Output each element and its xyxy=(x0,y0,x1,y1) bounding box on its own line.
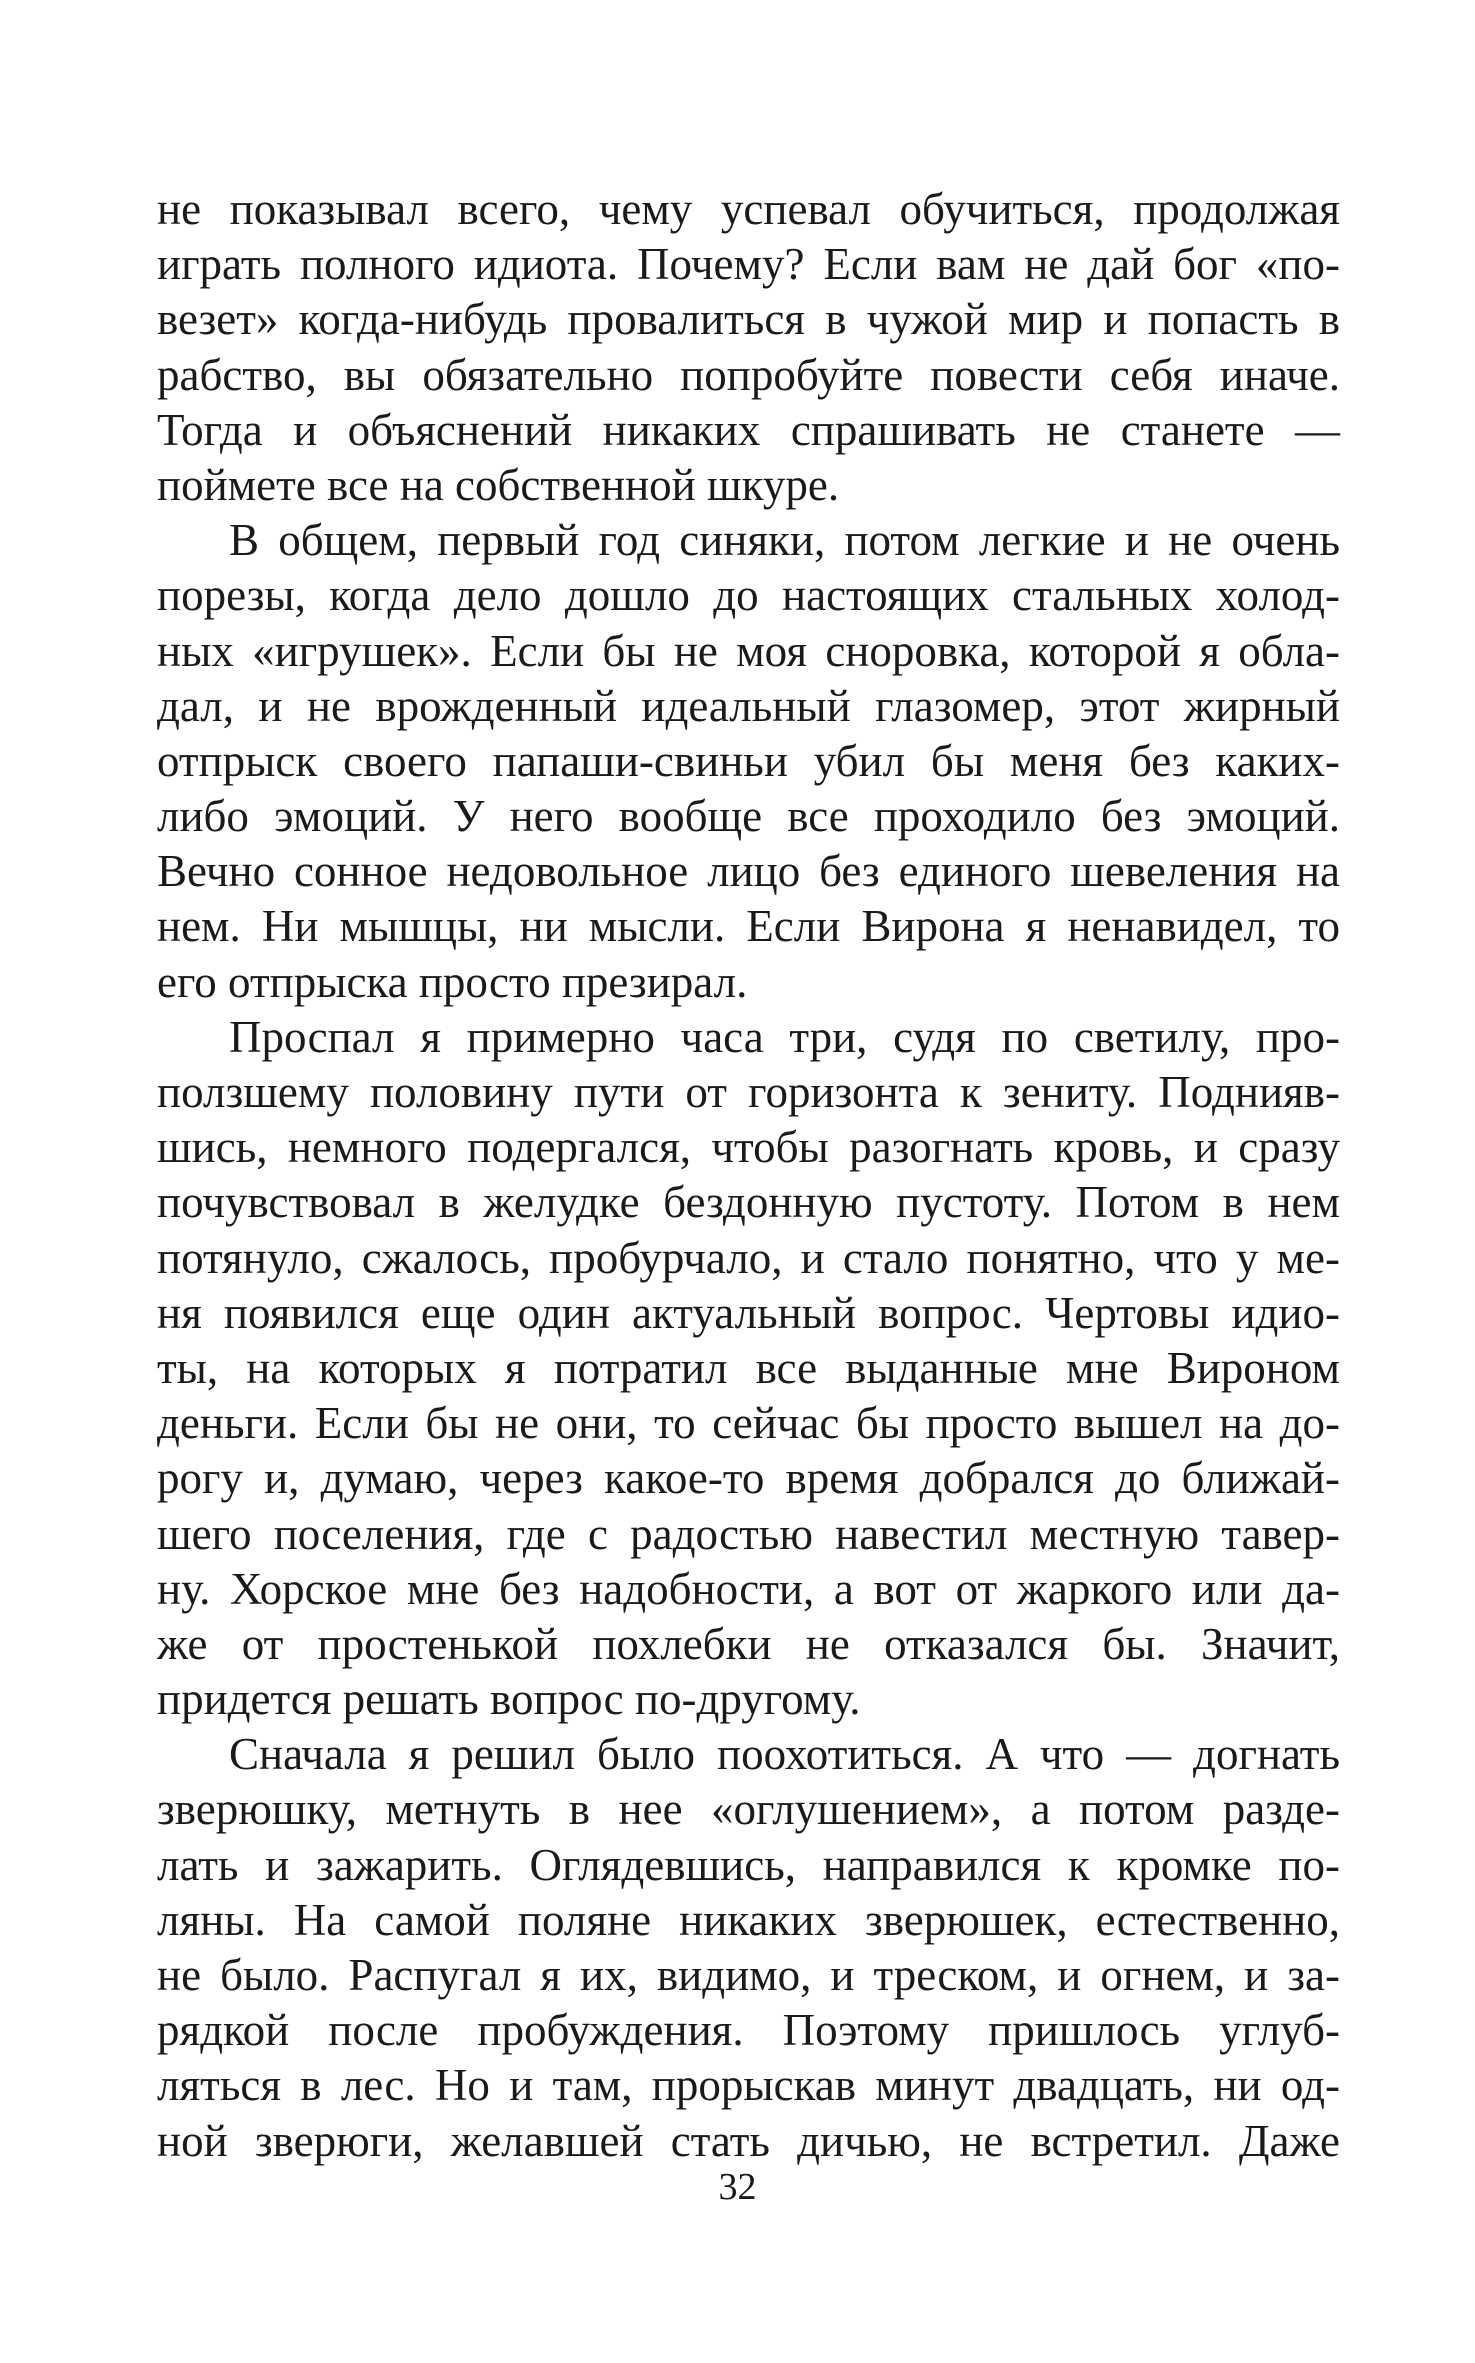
text-line: не показывал всего, чему успевал обучиться, продолжая xyxy=(157,184,1340,234)
text-line: зверюшку, метнуть в нее «оглушением», а потом разде- xyxy=(157,1784,1340,1835)
page-number: 32 xyxy=(718,2166,757,2208)
text-line: Вечно сонное недовольное лицо без единого шевеления на xyxy=(157,846,1340,897)
text-line: рогу и, думаю, через какое-то время добрался до ближай- xyxy=(157,1453,1340,1504)
text-line: не было. Распугал я их, видимо, и треском, и огнем, и за- xyxy=(157,1950,1340,2000)
body-text xyxy=(157,182,1340,2169)
text-line: порезы, когда дело дошло до настоящих стальных холод- xyxy=(157,570,1340,621)
paragraph xyxy=(157,513,1340,1010)
paragraph xyxy=(157,1727,1340,2169)
paragraph xyxy=(157,1010,1340,1727)
text-line: Сначала я решил было поохотиться. А что — догнать xyxy=(229,1729,1340,1780)
text-line: либо эмоций. У него вообще все проходило без эмоций. xyxy=(157,791,1340,842)
text-line: поймете все на собственной шкуре. xyxy=(157,459,840,510)
text-line: играть полного идиота. Почему? Если вам не дай бог «по- xyxy=(157,239,1340,290)
text-line: рядкой после пробуждения. Поэтому пришлось углуб- xyxy=(157,2005,1340,2056)
text-line: лать и зажарить. Оглядевшись, направился к кромке по- xyxy=(157,1839,1340,1890)
text-line: дал, и не врожденный идеальный глазомер, этот жирный xyxy=(157,680,1340,731)
text-line: ну. Хорское мне без надобности, а вот от жаркого или да- xyxy=(157,1563,1340,1614)
paragraph xyxy=(157,182,1340,513)
text-line: рабство, вы обязательно попробуйте повести себя иначе. xyxy=(157,349,1340,400)
text-line: потянуло, сжалось, пробурчало, и стало понятно, что у ме- xyxy=(157,1232,1340,1283)
text-line: придется решать вопрос по-другому. xyxy=(157,1674,861,1725)
text-line: шего поселения, где с радостью навестил местную тавер- xyxy=(157,1508,1340,1559)
text-line: Проспал я примерно часа три, судя по светилу, про- xyxy=(229,1011,1340,1062)
text-line: его отпрыска просто презирал. xyxy=(157,956,748,1007)
text-line: ляны. На самой поляне никаких зверюшек, естественно, xyxy=(157,1894,1340,1945)
text-line: ной зверюги, желавшей стать дичью, не встретил. Даже xyxy=(157,2115,1340,2166)
text-line: шись, немного подергался, чтобы разогнать кровь, и сразу xyxy=(157,1122,1340,1173)
text-line: Тогда и объяснений никаких спрашивать не станете — xyxy=(157,404,1340,455)
text-line: отпрыск своего папаши-свиньи убил бы меня без каких- xyxy=(157,735,1340,786)
text-line: же от простенькой похлебки не отказался бы. Значит, xyxy=(157,1618,1340,1669)
text-line: нем. Ни мышцы, ни мысли. Если Вирона я ненавидел, то xyxy=(157,901,1340,952)
text-line: почувствовал в желудке бездонную пустоту. Потом в нем xyxy=(157,1177,1340,1228)
text-line: деньги. Если бы не они, то сейчас бы просто вышел на до- xyxy=(157,1398,1340,1449)
text-line: везет» когда-нибудь провалиться в чужой мир и попасть в xyxy=(157,294,1340,345)
text-line: В общем, первый год синяки, потом легкие и не очень xyxy=(229,515,1340,566)
text-line: ползшему половину пути от горизонта к зениту. Поднияв- xyxy=(157,1067,1340,1117)
text-line: ты, на которых я потратил все выданные мне Вироном xyxy=(157,1342,1340,1393)
text-line: ляться в лес. Но и там, прорыскав минут двадцать, ни од- xyxy=(157,2060,1340,2111)
text-line: ных «игрушек». Если бы не моя сноровка, которой я обла- xyxy=(157,625,1340,676)
text-line: ня появился еще один актуальный вопрос. Чертовы идио- xyxy=(157,1287,1340,1338)
